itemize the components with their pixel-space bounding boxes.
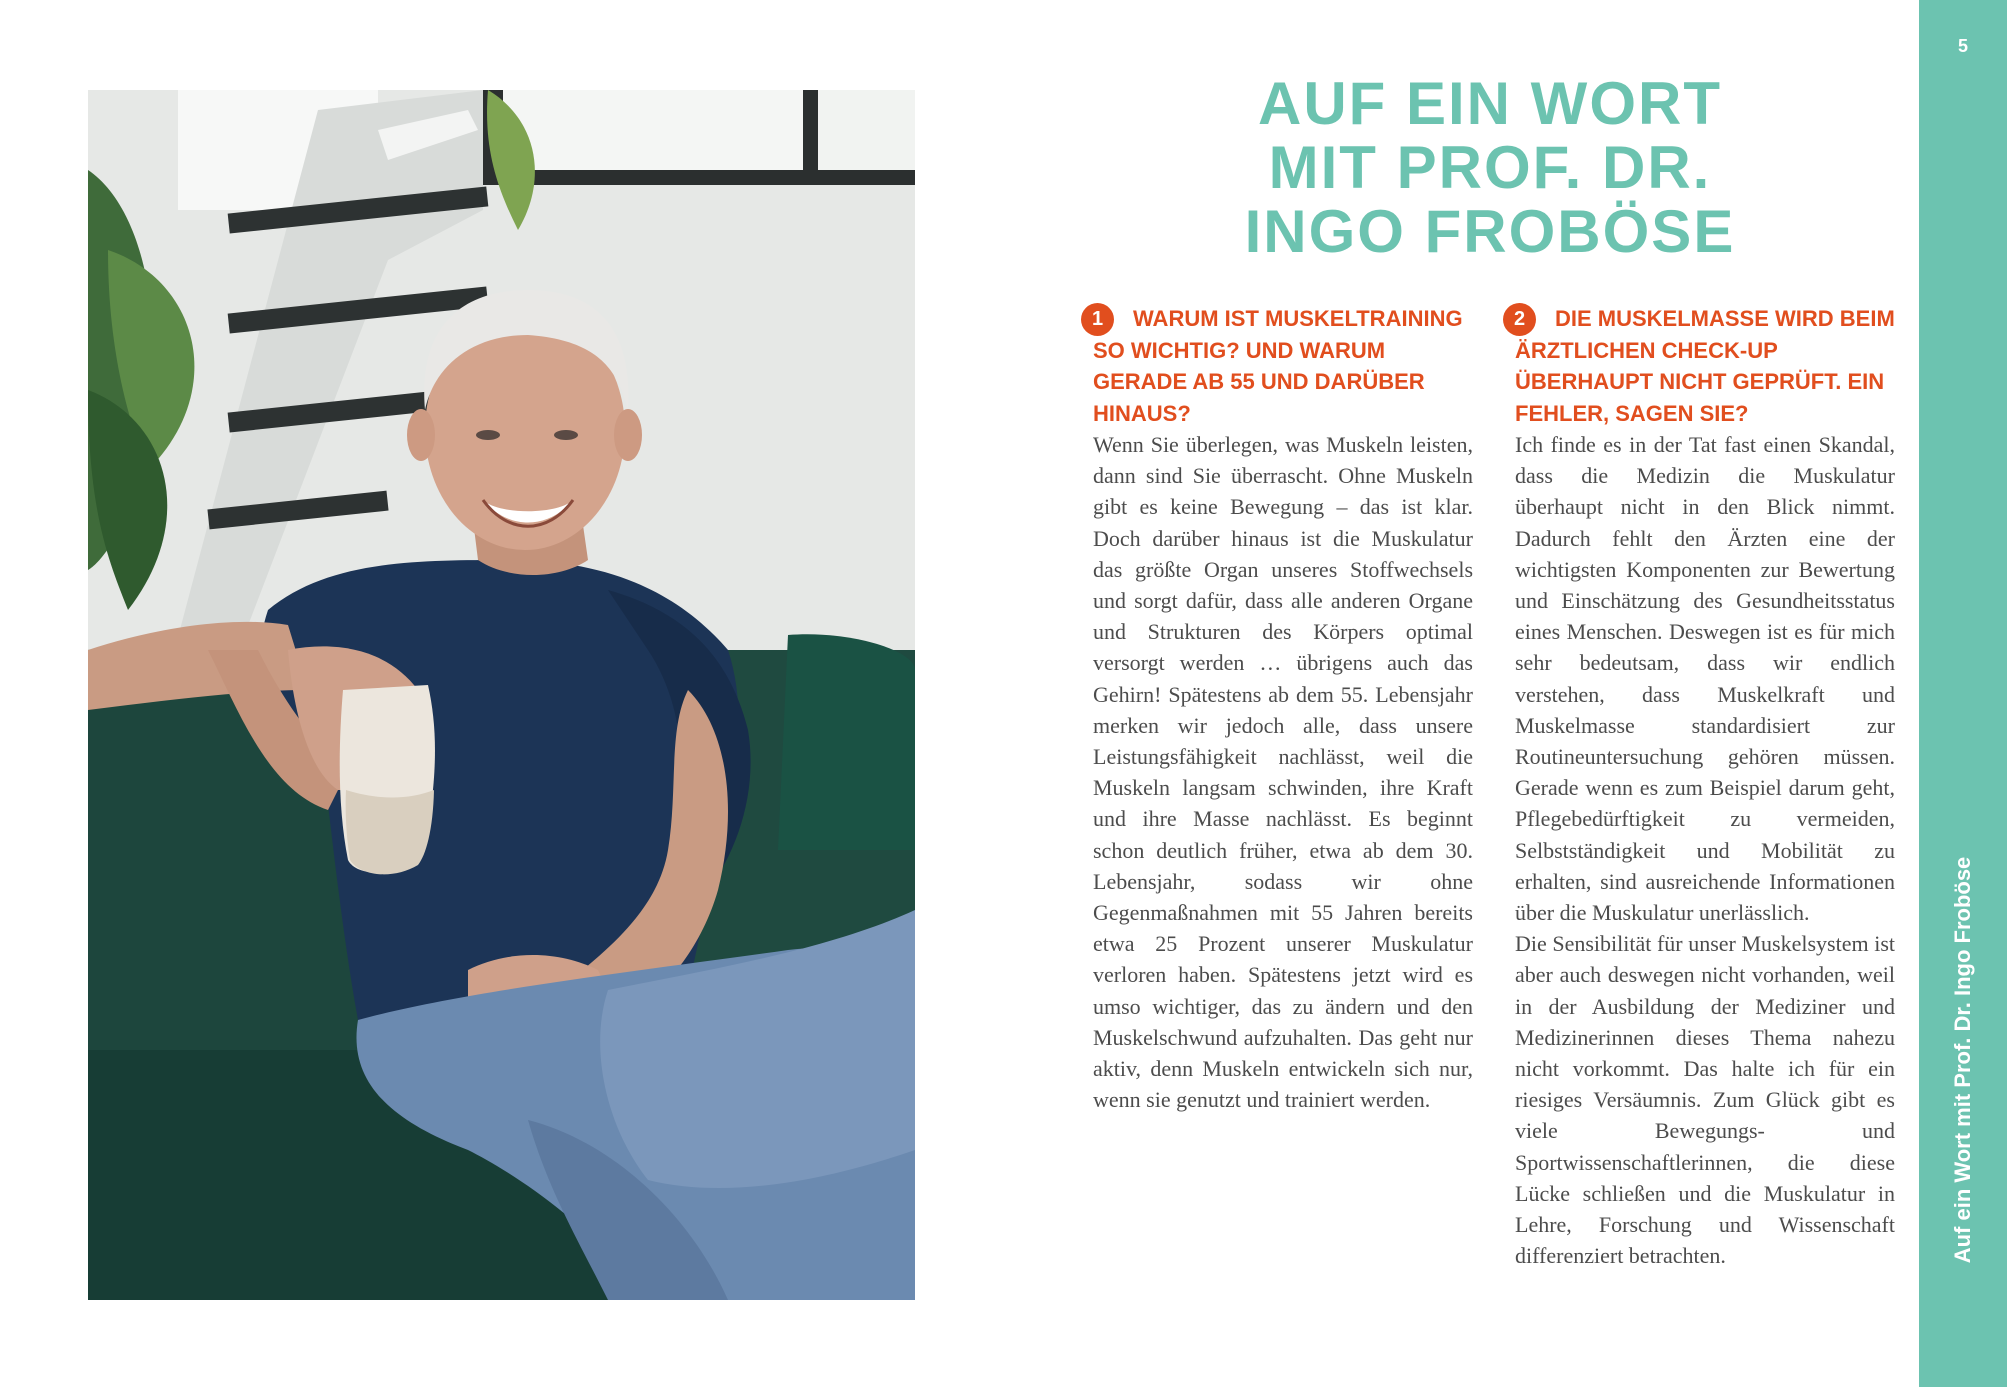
question-number-badge-2: 2 [1503, 303, 1536, 336]
portrait-illustration [88, 90, 915, 1300]
question-1 [1093, 303, 1473, 429]
chapter-side-tab [1919, 0, 2007, 1387]
section-1 [1093, 303, 1473, 1115]
chapter-label: Auf ein Wort mit Prof. Dr. Ingo Froböse [1950, 856, 1975, 1264]
title-line-1: AUF EIN WORT [1258, 70, 1722, 137]
page-number: 5 [1957, 36, 1968, 56]
portrait-photo [88, 90, 915, 1300]
question-2 [1515, 303, 1895, 429]
title-line-3: INGO FROBÖSE [1244, 198, 1736, 265]
question-2-text: DIE MUSKELMASSE WIRD BEIM ÄRZTLICHEN CHECK-UP ÜBERHAUPT NICHT GEPRÜFT. EIN FEHLER, SAGEN SIE? [1515, 306, 1895, 426]
section-2 [1515, 303, 1895, 1271]
answer-2-paragraph-2: Die Sensibilität für unser Muskelsystem ist aber auch deswegen nicht vorhanden, weil in der Ausbildung der Mediziner und Medizinerinnen dieses Thema nahezu nicht vorkommt. Das halte ich für ein riesiges Versäumnis. Zum Glück gibt es viele Bewegungs- und Sportwissenschaftlerinnen, die diese Lücke schließen und die Muskulatur in Lehre, Forschung und Wissenschaft differenziert betrachten. [1515, 931, 1895, 1269]
question-number-badge-1: 1 [1081, 303, 1114, 336]
page-title [1180, 72, 1800, 264]
title-line-2: MIT PROF. DR. [1268, 134, 1712, 201]
answer-2-paragraph-1: Ich finde es in der Tat fast einen Skandal, dass die Medizin die Muskulatur überhaupt nicht in den Blick nimmt. Dadurch fehlt den Ärzten eine der wichtigsten Komponenten zur Bewertung und Einschätzung des Gesundheitsstatus eines Menschen. Deswegen ist es für mich sehr bedeutsam, dass wir endlich verstehen, dass Muskelkraft und Muskelmasse standardisiert zur Routineuntersuchung gehören müssen. Gerade wenn es zum Beispiel darum geht, Pflegebedürftigkeit zu vermeiden, Selbstständigkeit und Mobilität zu erhalten, sind ausreichende Informationen über die Muskulatur unerlässlich. [1515, 432, 1895, 926]
answer-1-paragraph-1: Wenn Sie überlegen, was Muskeln leisten, dann sind Sie überrascht. Ohne Muskeln gibt es keine Bewegung – das ist klar. Doch darüber hinaus ist die Muskulatur das größte Organ unseres Stoffwechsels und sorgt dafür, dass alle anderen Organe und Strukturen des Körpers optimal versorgt werden … übrigens auch das Gehirn! Spätestens ab dem 55. Lebensjahr merken wir jedoch alle, dass unsere Leistungsfähigkeit nachlässt, weil die Muskeln langsam schwinden, ihre Kraft und ihre Masse nachlässt. Es beginnt schon deutlich früher, etwa ab dem 30. Lebensjahr, sodass wir ohne Gegenmaßnahmen mit 55 Jahren bereits etwa 25 Prozent unserer Muskulatur verloren haben. Spätestens jetzt wird es umso wichtiger, das zu ändern und den Muskelschwund aufzuhalten. Das geht nur aktiv, denn Muskeln entwickeln sich nur, wenn sie genutzt und trainiert werden. [1093, 432, 1473, 1113]
question-1-text: WARUM IST MUSKELTRAINING SO WICHTIG? UND WARUM GERADE AB 55 UND DARÜBER HINAUS? [1093, 306, 1463, 426]
